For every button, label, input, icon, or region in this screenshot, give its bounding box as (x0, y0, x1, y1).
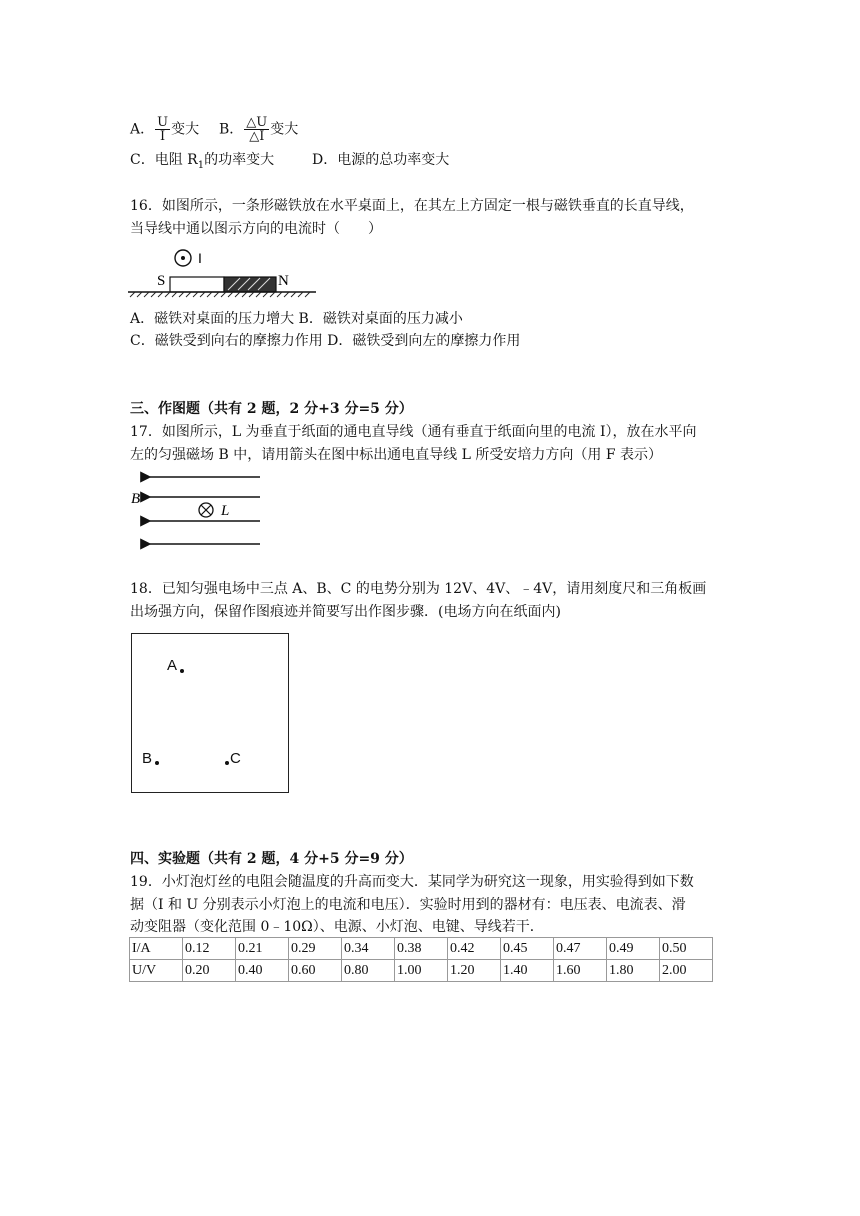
table-cell: 1.80 (607, 960, 660, 982)
section3-heading: 三、作图题（共有 2 题，2 分+3 分=5 分） (130, 401, 413, 417)
table-cell: 0.20 (183, 960, 236, 982)
q15-option-a (130, 116, 199, 143)
q15-option-c-rest: 的功率变大 (204, 152, 275, 168)
q15-option-c-subscript: 1 (197, 159, 205, 171)
table-cell: 1.40 (501, 960, 554, 982)
table-cell: 0.40 (236, 960, 289, 982)
q17-magnetic-field-figure (128, 470, 268, 554)
q16-n-label: N (278, 273, 289, 289)
q15-option-c-text: C．电阻 R (130, 152, 198, 168)
q19-data-table (129, 937, 713, 982)
q17-l-label: L (221, 503, 230, 519)
q18-figure-box (131, 633, 289, 793)
table-cell: 0.47 (554, 938, 607, 960)
q15-option-c (130, 150, 274, 176)
q17-b-label: B (131, 491, 141, 507)
q15-option-d: D．电源的总功率变大 (312, 152, 450, 168)
table-row-label: U/V (130, 960, 183, 982)
table-cell: 0.38 (395, 938, 448, 960)
q16-table-hatching (130, 292, 310, 297)
q15-option-b-denominator: △I (249, 129, 265, 144)
q17-stem-line2: 左的匀强磁场 B 中，请用箭头在图中标出通电直导线 L 所受安培力方向（用 F 表示） (130, 447, 662, 463)
q16-stem-line1: 16．如图所示，一条形磁铁放在水平桌面上，在其左上方固定一根与磁铁垂直的长直导线， (130, 198, 694, 214)
q16-magnet-figure (128, 244, 318, 300)
q15-option-a-denominator: I (160, 129, 166, 144)
table-cell: 2.00 (660, 960, 713, 982)
q15-option-b-numerator: △U (246, 115, 268, 130)
q15-option-a-fraction (155, 116, 170, 143)
table-cell: 0.34 (342, 938, 395, 960)
q16-options-cd: C．磁铁受到向右的摩擦力作用 D．磁铁受到向左的摩擦力作用 (130, 333, 521, 349)
q18-stem-line2: 出场强方向，保留作图痕迹并简要写出作图步骤．(电场方向在纸面内) (130, 604, 561, 620)
table-cell: 0.21 (236, 938, 289, 960)
q16-magnet-s-half (170, 277, 224, 292)
q16-options-ab: A．磁铁对桌面的压力增大 B．磁铁对桌面的压力减小 (130, 311, 463, 327)
q15-option-b-prefix: B． (219, 121, 244, 138)
table-cell: 0.29 (289, 938, 342, 960)
table-row (130, 938, 713, 960)
q15-option-b-suffix: 变大 (270, 121, 299, 138)
table-cell: 0.50 (660, 938, 713, 960)
q18-point-a-label: A (167, 657, 178, 674)
table-cell: 1.00 (395, 960, 448, 982)
q18-point-b-label: B (142, 750, 153, 767)
q15-option-a-numerator: U (157, 115, 169, 130)
q18-point-c-dot (225, 761, 229, 765)
q19-stem-line2: 据（I 和 U 分别表示小灯泡上的电流和电压）．实验时用到的器材有：电压表、电流表、滑 (130, 897, 686, 913)
q16-current-dot-icon (181, 256, 185, 260)
table-cell: 0.60 (289, 960, 342, 982)
table-cell: 1.20 (448, 960, 501, 982)
q15-option-b-fraction (244, 116, 269, 143)
q19-stem-line3: 动变阻器（变化范围 0﹣10Ω）、电源、小灯泡、电键、导线若干． (130, 919, 544, 935)
table-cell: 0.12 (183, 938, 236, 960)
q16-stem-line2: 当导线中通以图示方向的电流时（ ） (130, 221, 382, 237)
q15-option-b (219, 116, 298, 143)
q18-stem-line1: 18．已知匀强电场中三点 A、B、C 的电势分别为 12V、4V、﹣4V，请用刻度尺和三角板画 (130, 581, 707, 597)
q15-option-a-prefix: A． (130, 121, 155, 138)
q18-point-a-dot (180, 669, 184, 673)
table-row (130, 960, 713, 982)
q19-stem-line1: 19．小灯泡灯丝的电阻会随温度的升高而变大．某同学为研究这一现象，用实验得到如下数 (130, 874, 694, 890)
table-cell: 1.60 (554, 960, 607, 982)
table-cell: 0.45 (501, 938, 554, 960)
q18-point-c-label: C (230, 750, 241, 767)
q16-s-label: S (157, 273, 166, 289)
q17-stem-line1: 17．如图所示，L 为垂直于纸面的通电直导线（通有垂直于纸面向里的电流 I），放在水平向 (130, 424, 697, 440)
q18-point-b-dot (155, 761, 159, 765)
table-cell: 0.80 (342, 960, 395, 982)
section4-heading: 四、实验题（共有 2 题，4 分+5 分=9 分） (130, 851, 413, 867)
table-row-label: I/A (130, 938, 183, 960)
table-cell: 0.49 (607, 938, 660, 960)
q16-current-label: I (198, 250, 202, 266)
table-cell: 0.42 (448, 938, 501, 960)
q15-option-a-suffix: 变大 (171, 121, 200, 138)
